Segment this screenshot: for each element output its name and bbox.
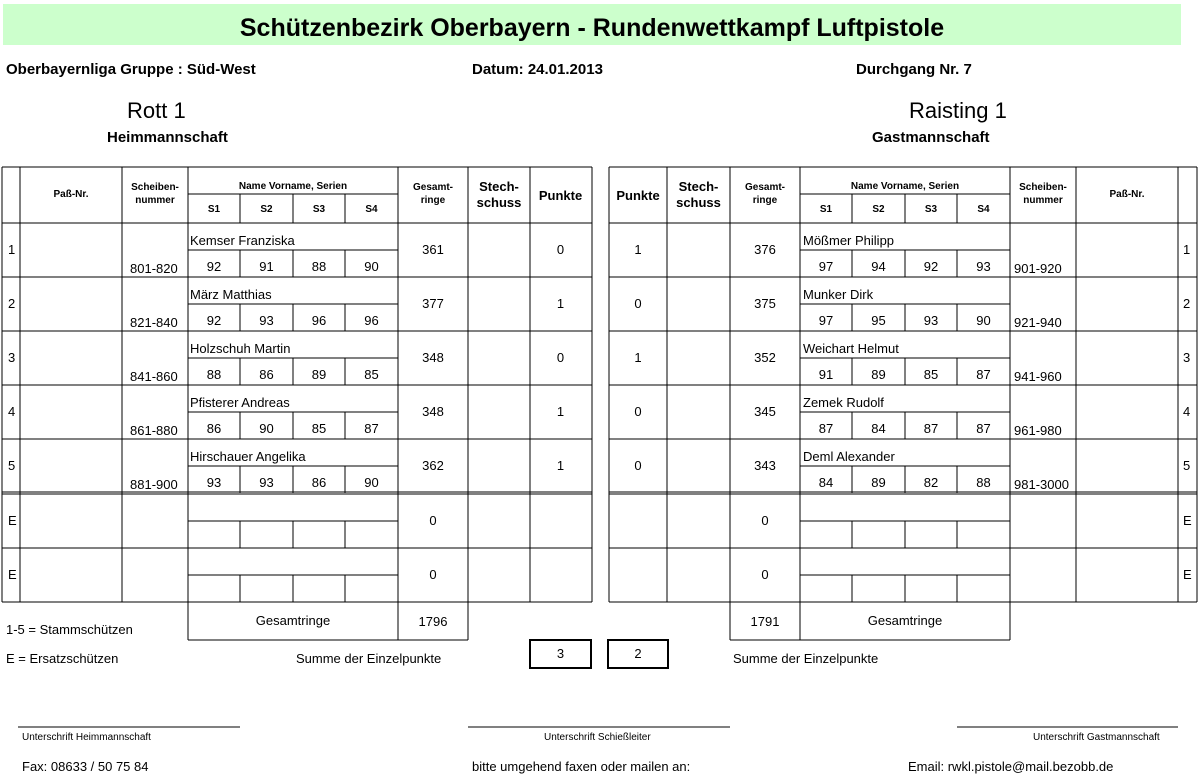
home-name-header: Name Vorname, Serien bbox=[238, 181, 348, 192]
home-target-number: 841-860 bbox=[130, 369, 178, 384]
home-total-label: Gesamtringe bbox=[255, 613, 331, 628]
guest-points: 0 bbox=[634, 458, 642, 473]
guest-target-number: 901-920 bbox=[1014, 261, 1062, 276]
guest-total-rings: 345 bbox=[754, 404, 776, 419]
home-series-3: 88 bbox=[311, 259, 327, 274]
guest-scheiben-header: Scheiben- nummer bbox=[1019, 182, 1067, 206]
guest-team-name: Raisting 1 bbox=[909, 98, 1007, 123]
legend-ersatz: E = Ersatzschützen bbox=[6, 651, 119, 666]
guest-row-number: E bbox=[1183, 567, 1192, 582]
home-total-value: 1796 bbox=[418, 614, 448, 629]
home-s4-header: S4 bbox=[365, 204, 378, 215]
guest-gesamt-header: Gesamt- ringe bbox=[744, 182, 785, 206]
home-stech-header: Stech- schuss bbox=[476, 179, 522, 211]
guest-row-number: E bbox=[1183, 513, 1192, 528]
home-series-2: 93 bbox=[259, 475, 274, 490]
guest-s2-header: S2 bbox=[872, 204, 885, 215]
guest-row-number: 5 bbox=[1183, 458, 1191, 473]
guest-series-4: 87 bbox=[976, 367, 991, 382]
league-label: Oberbayernliga Gruppe : Süd-West bbox=[6, 61, 256, 78]
guest-team-role: Gastmannschaft bbox=[872, 129, 990, 146]
page-title: Schützenbezirk Oberbayern - Rundenwettkampf Luftpistole bbox=[239, 14, 945, 42]
home-team-role: Heimmannschaft bbox=[107, 129, 228, 146]
guest-series-1: 87 bbox=[818, 421, 834, 436]
home-series-4: 96 bbox=[364, 313, 379, 328]
home-points: 1 bbox=[556, 296, 565, 311]
home-points: 1 bbox=[556, 404, 565, 419]
guest-total-rings: 343 bbox=[754, 458, 776, 473]
legend-stamm: 1-5 = Stammschützen bbox=[6, 622, 133, 637]
home-team-name: Rott 1 bbox=[127, 98, 186, 123]
email-address: Email: rwkl.pistole@mail.bezobb.de bbox=[908, 759, 1114, 774]
guest-shooter-name: Mößmer Philipp bbox=[803, 233, 895, 248]
home-series-4: 87 bbox=[364, 421, 379, 436]
home-series-2: 93 bbox=[259, 313, 274, 328]
guest-row-number: 2 bbox=[1183, 296, 1191, 311]
home-total-rings: 348 bbox=[422, 404, 444, 419]
home-series-3: 89 bbox=[311, 367, 327, 382]
home-points: 0 bbox=[556, 350, 565, 365]
home-row-number: 2 bbox=[8, 296, 16, 311]
guest-target-number: 921-940 bbox=[1014, 315, 1062, 330]
guest-sum-label: Summe der Einzelpunkte bbox=[733, 651, 879, 666]
home-total-rings: 348 bbox=[422, 350, 444, 365]
home-row-number: E bbox=[8, 567, 17, 582]
guest-series-2: 84 bbox=[871, 421, 886, 436]
send-instruction: bitte umgehend faxen oder mailen an: bbox=[472, 759, 691, 774]
guest-series-1: 97 bbox=[818, 259, 834, 274]
guest-series-2: 94 bbox=[871, 259, 886, 274]
guest-shooter-name: Zemek Rudolf bbox=[803, 395, 884, 410]
home-series-3: 86 bbox=[311, 475, 327, 490]
guest-series-4: 93 bbox=[976, 259, 991, 274]
home-pass-header: Paß-Nr. bbox=[53, 189, 89, 200]
home-series-4: 90 bbox=[364, 259, 379, 274]
guest-row-number: 1 bbox=[1183, 242, 1191, 257]
guest-series-1: 97 bbox=[818, 313, 834, 328]
guest-series-2: 89 bbox=[871, 475, 886, 490]
home-total-rings: 361 bbox=[422, 242, 444, 257]
guest-points: 0 bbox=[634, 296, 642, 311]
guest-series-3: 92 bbox=[923, 259, 939, 274]
guest-shooter-name: Deml Alexander bbox=[803, 449, 895, 464]
home-target-number: 801-820 bbox=[130, 261, 178, 276]
home-series-3: 85 bbox=[311, 421, 327, 436]
home-series-2: 91 bbox=[259, 259, 274, 274]
guest-s1-header: S1 bbox=[819, 204, 833, 215]
home-sum-box: 3 bbox=[529, 639, 592, 669]
guest-target-number: 941-960 bbox=[1014, 369, 1062, 384]
home-scheiben-header: Scheiben- nummer bbox=[131, 182, 179, 206]
home-total-rings: 0 bbox=[429, 513, 437, 528]
guest-row-number: 4 bbox=[1183, 404, 1191, 419]
round-label: Durchgang Nr. 7 bbox=[856, 61, 972, 78]
home-series-1: 93 bbox=[206, 475, 222, 490]
home-total-rings: 377 bbox=[422, 296, 444, 311]
home-series-1: 88 bbox=[206, 367, 222, 382]
home-gesamt-header: Gesamt- ringe bbox=[412, 182, 453, 206]
home-series-1: 92 bbox=[206, 313, 222, 328]
home-sum-label: Summe der Einzelpunkte bbox=[296, 651, 442, 666]
guest-s4-header: S4 bbox=[977, 204, 990, 215]
guest-series-3: 82 bbox=[923, 475, 939, 490]
home-series-4: 90 bbox=[364, 475, 379, 490]
guest-series-1: 91 bbox=[818, 367, 834, 382]
fax-number: Fax: 08633 / 50 75 84 bbox=[22, 759, 149, 774]
home-series-2: 90 bbox=[259, 421, 274, 436]
home-points: 0 bbox=[556, 242, 565, 257]
home-punkte-header: Punkte bbox=[538, 188, 583, 203]
home-series-2: 86 bbox=[259, 367, 274, 382]
guest-series-3: 87 bbox=[923, 421, 939, 436]
guest-series-4: 90 bbox=[976, 313, 991, 328]
guest-series-2: 89 bbox=[871, 367, 886, 382]
home-s3-header: S3 bbox=[312, 204, 326, 215]
guest-series-3: 85 bbox=[923, 367, 939, 382]
guest-total-rings: 352 bbox=[754, 350, 776, 365]
home-target-number: 821-840 bbox=[130, 315, 178, 330]
home-row-number: 5 bbox=[8, 458, 16, 473]
home-total-rings: 362 bbox=[422, 458, 444, 473]
home-s1-header: S1 bbox=[207, 204, 221, 215]
home-points: 1 bbox=[556, 458, 565, 473]
home-target-number: 861-880 bbox=[130, 423, 178, 438]
home-row-number: 3 bbox=[8, 350, 16, 365]
guest-shooter-name: Munker Dirk bbox=[803, 287, 874, 302]
guest-row-number: 3 bbox=[1183, 350, 1191, 365]
home-target-number: 881-900 bbox=[130, 477, 178, 492]
home-series-4: 85 bbox=[364, 367, 379, 382]
guest-total-rings: 0 bbox=[761, 567, 769, 582]
guest-sum-box: 2 bbox=[607, 639, 669, 669]
home-shooter-name: Kemser Franziska bbox=[190, 233, 295, 248]
guest-total-value: 1791 bbox=[750, 614, 780, 629]
home-row-number: 1 bbox=[8, 242, 16, 257]
home-series-3: 96 bbox=[311, 313, 327, 328]
home-shooter-name: März Matthias bbox=[190, 287, 272, 302]
guest-signature-label: Unterschrift Gastmannschaft bbox=[1033, 732, 1160, 743]
home-series-1: 86 bbox=[206, 421, 222, 436]
home-row-number: E bbox=[8, 513, 17, 528]
guest-s3-header: S3 bbox=[924, 204, 938, 215]
home-shooter-name: Holzschuh Martin bbox=[190, 341, 291, 356]
referee-signature-label: Unterschrift Schießleiter bbox=[544, 732, 651, 743]
guest-points: 1 bbox=[634, 242, 642, 257]
guest-points: 0 bbox=[634, 404, 642, 419]
guest-series-4: 88 bbox=[976, 475, 991, 490]
guest-total-rings: 0 bbox=[761, 513, 769, 528]
date-label: Datum: 24.01.2013 bbox=[472, 61, 603, 78]
guest-stech-header: Stech- schuss bbox=[676, 179, 721, 211]
guest-target-number: 961-980 bbox=[1014, 423, 1062, 438]
guest-series-3: 93 bbox=[923, 313, 939, 328]
guest-target-number: 981-3000 bbox=[1014, 477, 1069, 492]
guest-series-2: 95 bbox=[871, 313, 886, 328]
home-s2-header: S2 bbox=[260, 204, 273, 215]
guest-total-label: Gesamtringe bbox=[867, 613, 943, 628]
home-signature-label: Unterschrift Heimmannschaft bbox=[22, 732, 151, 743]
home-shooter-name: Pfisterer Andreas bbox=[190, 395, 290, 410]
guest-total-rings: 376 bbox=[754, 242, 776, 257]
guest-pass-header: Paß-Nr. bbox=[1109, 189, 1145, 200]
home-total-rings: 0 bbox=[429, 567, 437, 582]
guest-name-header: Name Vorname, Serien bbox=[850, 181, 960, 192]
home-series-1: 92 bbox=[206, 259, 222, 274]
home-row-number: 4 bbox=[8, 404, 16, 419]
guest-punkte-header: Punkte bbox=[616, 188, 660, 203]
guest-shooter-name: Weichart Helmut bbox=[803, 341, 899, 356]
guest-series-1: 84 bbox=[818, 475, 834, 490]
guest-points: 1 bbox=[634, 350, 642, 365]
guest-total-rings: 375 bbox=[754, 296, 776, 311]
guest-series-4: 87 bbox=[976, 421, 991, 436]
home-shooter-name: Hirschauer Angelika bbox=[190, 449, 306, 464]
